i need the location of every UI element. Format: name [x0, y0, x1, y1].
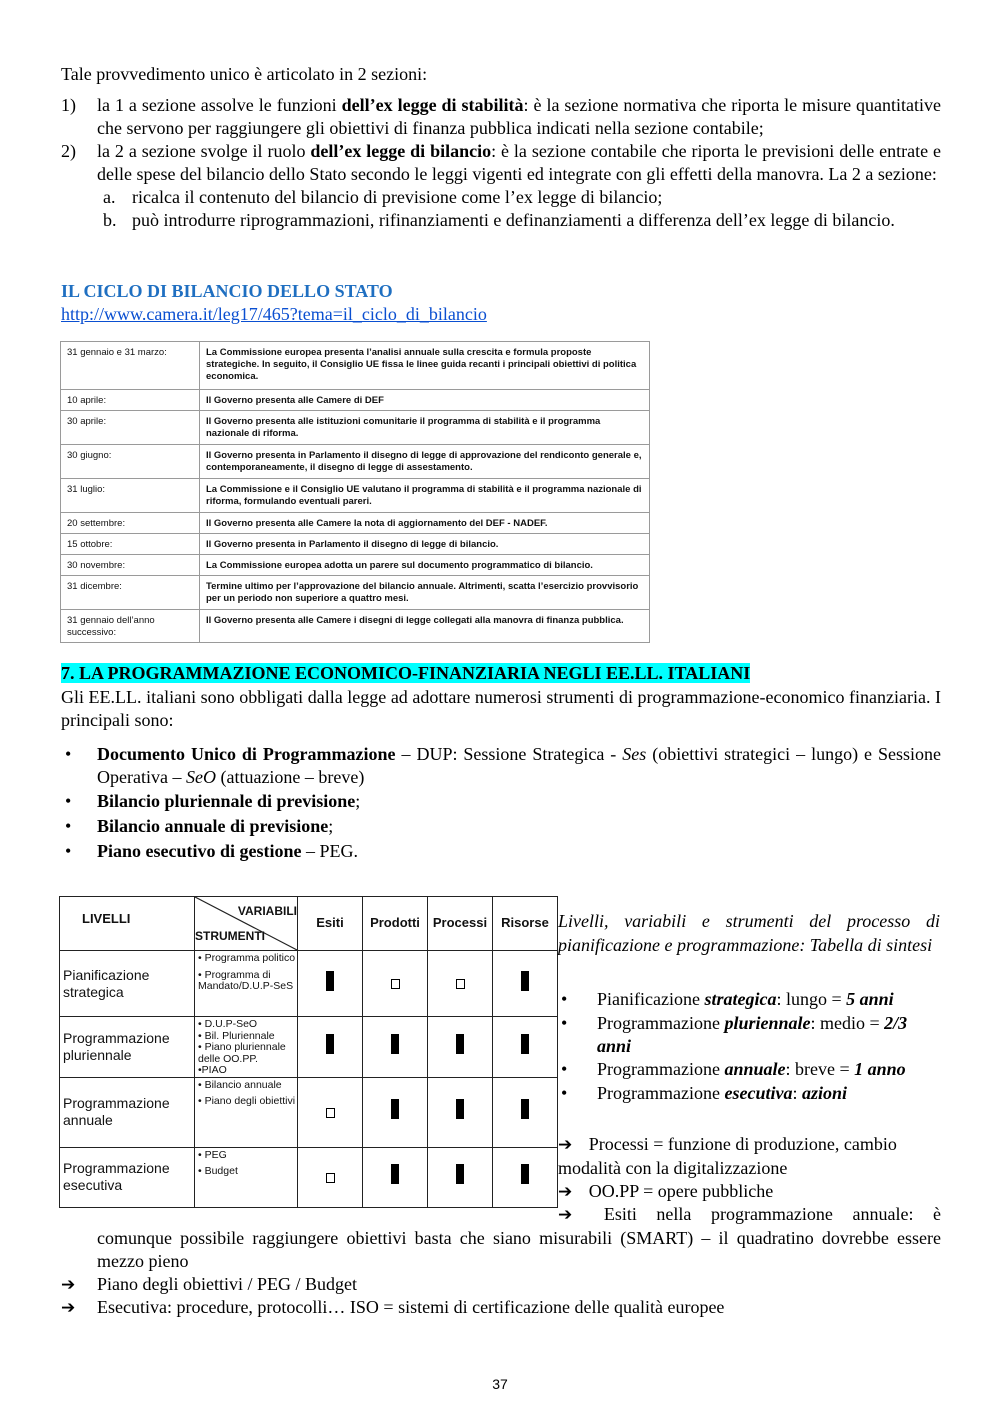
side-text: : — [792, 1083, 802, 1103]
side-value: 1 anno — [854, 1059, 906, 1079]
note-text: OO.PP = opere pubbliche — [588, 1181, 774, 1201]
filled-square-icon — [391, 1034, 399, 1054]
list-bold: dell’ex legge di stabilità — [341, 95, 524, 115]
list-bold: dell’ex legge di bilancio — [310, 141, 492, 161]
calendar-date: 31 gennaio e 31 marzo: — [61, 342, 200, 390]
col-header: Risorse — [493, 897, 558, 951]
list-item — [61, 815, 941, 838]
section7-title: 7. LA PROGRAMMAZIONE ECONOMICO-FINANZIARIA NEGLI EE.LL. ITALIANI — [61, 663, 751, 683]
bullet-icon: • — [65, 816, 72, 836]
mark-cell — [493, 1147, 558, 1207]
bullet-text: ; — [355, 791, 361, 811]
side-text: Pianificazione — [597, 989, 705, 1009]
mark-cell — [428, 951, 493, 1017]
livello-cell: Programmazione annuale — [60, 1077, 195, 1147]
filled-square-icon — [391, 1099, 399, 1119]
filled-square-icon — [456, 1164, 464, 1184]
livello-cell: Programmazione pluriennale — [60, 1017, 195, 1078]
table-caption: Livelli, variabili e strumenti del processo di pianificazione e programmazione: Tabella di sintesi — [558, 911, 940, 955]
sublist-item — [61, 186, 941, 209]
strumenti-cell — [195, 1077, 298, 1147]
header-variabili-strumenti — [195, 897, 298, 951]
list-text: la 1 a sezione assolve le funzioni — [97, 95, 342, 115]
calendar-event: Il Governo presenta alle Camere la nota di aggiornamento del DEF - NADEF. — [200, 513, 650, 534]
empty-square-icon — [326, 1173, 335, 1183]
empty-square-icon — [391, 979, 400, 989]
side-text: Programmazione — [597, 1083, 725, 1103]
col-header: Processi — [428, 897, 493, 951]
strumenti-cell — [195, 1017, 298, 1078]
calendar-event: La Commissione europea presenta l’analisi annuale sulla crescita e formula proposte strategiche. In seguito, il Consiglio UE fissa le linee guida recanti i principali obiettivi di politica economica. — [200, 342, 650, 390]
calendar-row — [61, 610, 650, 643]
bullet-icon: • — [561, 1083, 568, 1103]
mark-cell — [493, 1017, 558, 1078]
note-text: Esiti nella programmazione annuale: è comunque possibile raggiungere obiettivi basta che siano misurabili (SMART) – il quadratino dovrebbe essere mezzo pieno — [97, 1204, 942, 1271]
side-text: Programmazione — [597, 1059, 725, 1079]
note-item — [558, 1180, 940, 1204]
note-text: Esecutiva: procedure, protocolli… ISO = sistemi di certificazione delle qualità europee — [97, 1297, 725, 1317]
side-text: Programmazione — [597, 1013, 725, 1033]
list-number: 1) — [61, 95, 76, 115]
filled-square-icon — [521, 1164, 529, 1184]
strumento-item: • Budget — [198, 1165, 238, 1177]
strumento-item: • Piano pluriennale delle OO.PP. — [198, 1041, 286, 1065]
livello-cell: Programmazione esecutiva — [60, 1147, 195, 1207]
calendar-event: Il Governo presenta in Parlamento il disegno di legge di approvazione del rendiconto generale e, contemporaneamente, il disegno di legge di assestamento. — [200, 445, 650, 479]
strumento-item: • Piano degli obiettivi — [198, 1095, 296, 1107]
note-item — [61, 1273, 941, 1297]
header-livelli: LIVELLI — [60, 897, 195, 951]
levels-table — [59, 896, 558, 1208]
arrow-right-icon: ➔ — [558, 1205, 573, 1225]
arrow-right-icon: ➔ — [558, 1182, 573, 1202]
calendar-row — [61, 534, 650, 555]
col-header: Prodotti — [363, 897, 428, 951]
calendar-row — [61, 555, 650, 576]
ciclo-title: IL CICLO DI BILANCIO DELLO STATO — [61, 281, 393, 301]
calendar-date: 30 giugno: — [61, 445, 200, 479]
bullet-icon: • — [65, 841, 72, 861]
list-text: : è la sezione contabile che riporta le previsioni delle entrate e delle spese del bilancio dello Stato secondo le leggi vigenti ed integrate con gli effetti della manovra. La 2 a sezione: — [97, 141, 941, 184]
bullet-list — [61, 743, 941, 863]
bullet-bold: Bilancio pluriennale di previsione — [97, 791, 356, 811]
header-strumenti: STRUMENTI — [195, 929, 265, 943]
filled-square-icon — [456, 1099, 464, 1119]
bullet-icon: • — [561, 989, 568, 1009]
list-item — [61, 790, 941, 813]
calendar-date: 31 dicembre: — [61, 576, 200, 610]
calendar-table — [60, 341, 650, 643]
mark-cell — [363, 1017, 428, 1078]
strumento-item: • PEG — [198, 1148, 227, 1161]
list-item — [61, 840, 941, 863]
calendar-row — [61, 411, 650, 445]
bullet-italic: Ses — [622, 744, 647, 764]
filled-square-icon — [456, 1034, 464, 1054]
note-item — [97, 1203, 941, 1273]
bullet-text: – PEG. — [301, 841, 359, 861]
note-item — [558, 1133, 940, 1180]
arrow-right-icon: ➔ — [61, 1298, 76, 1318]
side-term: pluriennale — [724, 1013, 811, 1033]
section7-intro: Gli EE.LL. italiani sono obbligati dalla legge ad adottare numerosi strumenti di programmazione-economico finanziaria. I principali sono: — [61, 687, 941, 730]
arrow-right-icon: ➔ — [61, 1275, 76, 1295]
bullet-bold: Documento Unico di Programmazione — [97, 744, 396, 764]
calendar-row — [61, 342, 650, 390]
mark-cell — [298, 1077, 363, 1147]
calendar-row — [61, 513, 650, 534]
bullet-icon: • — [65, 744, 72, 764]
mark-cell — [298, 1147, 363, 1207]
empty-square-icon — [326, 1108, 335, 1118]
calendar-date: 30 novembre: — [61, 555, 200, 576]
mark-cell — [298, 951, 363, 1017]
calendar-event: Il Governo presenta alle istituzioni comunitarie il programma di stabilità e il programma nazionale di riforma. — [200, 411, 650, 445]
calendar-row — [61, 445, 650, 479]
ciclo-link[interactable]: http://www.camera.it/leg17/465?tema=il_ciclo_di_bilancio — [61, 304, 487, 324]
filled-square-icon — [326, 971, 334, 991]
side-term: annuale — [724, 1059, 786, 1079]
mark-cell — [363, 1077, 428, 1147]
levels-row — [60, 1017, 558, 1078]
bullet-bold: Bilancio annuale di previsione — [97, 816, 329, 836]
bullet-icon: • — [561, 1059, 568, 1079]
calendar-date: 15 ottobre: — [61, 534, 200, 555]
filled-square-icon — [391, 1164, 399, 1184]
list-item — [61, 140, 941, 186]
side-bullet — [558, 988, 942, 1012]
calendar-event: La Commissione e il Consiglio UE valutano il programma di stabilità e il programma nazionale di riforma, formulando eventuali pareri. — [200, 479, 650, 513]
calendar-date: 31 gennaio dell’anno successivo: — [61, 610, 200, 643]
list-item — [61, 94, 941, 140]
filled-square-icon — [521, 1099, 529, 1119]
filled-square-icon — [521, 971, 529, 991]
strumento-item: • D.U.P-SeO — [198, 1018, 258, 1030]
numbered-list — [61, 94, 941, 232]
calendar-event: La Commissione europea adotta un parere sul documento programmatico di bilancio. — [200, 555, 650, 576]
calendar-row — [61, 479, 650, 513]
list-text: la 2 a sezione svolge il ruolo — [97, 141, 311, 161]
bullet-text: ; — [328, 816, 334, 836]
side-value: 2/3 anni — [597, 1013, 908, 1056]
mark-cell — [428, 1017, 493, 1078]
sublist-letter: b. — [103, 210, 117, 230]
calendar-date: 30 aprile: — [61, 411, 200, 445]
side-value: azioni — [801, 1083, 847, 1103]
calendar-row — [61, 390, 650, 411]
sublist-item — [61, 209, 941, 232]
bullet-bold: Piano esecutivo di gestione — [97, 841, 302, 861]
calendar-event: Il Governo presenta alle Camere i disegni di legge collegati alla manovra di finanza pubblica. — [200, 610, 650, 643]
bullet-text: – DUP: Sessione Strategica - — [395, 744, 623, 764]
list-number: 2) — [61, 141, 76, 161]
calendar-event: Il Governo presenta alle Camere di DEF — [200, 390, 650, 411]
mark-cell — [363, 1147, 428, 1207]
calendar-date: 20 settembre: — [61, 513, 200, 534]
bullet-text: (attuazione – breve) — [215, 767, 365, 787]
calendar-date: 10 aprile: — [61, 390, 200, 411]
sublist-letter: a. — [103, 187, 116, 207]
mark-cell — [428, 1077, 493, 1147]
side-bullets — [558, 988, 942, 1106]
side-bullet — [558, 1012, 942, 1058]
mark-cell — [428, 1147, 493, 1207]
page-number: 37 — [492, 1376, 508, 1392]
calendar-event: Il Governo presenta in Parlamento il disegno di legge di bilancio. — [200, 534, 650, 555]
calendar-row — [61, 576, 650, 610]
empty-square-icon — [456, 979, 465, 989]
levels-row — [60, 1147, 558, 1207]
list-item — [61, 743, 941, 789]
strumento-item: • Programma politico — [198, 952, 296, 964]
strumento-item: • Bilancio annuale — [198, 1078, 282, 1091]
note-item — [61, 1296, 941, 1320]
levels-row — [60, 1077, 558, 1147]
list-text: : è la sezione normativa che riporta le misure quantitative che servono per raggiungere gli obiettivi di finanza pubblica indicati nella sezione contabile; — [97, 95, 942, 138]
levels-row — [60, 951, 558, 1017]
sublist-text: può introdurre riprogrammazioni, rifinanziamenti e definanziamenti a differenza dell’ex legge di bilancio. — [132, 210, 895, 230]
col-header: Esiti — [298, 897, 363, 951]
calendar-date: 31 luglio: — [61, 479, 200, 513]
livello-cell: Pianificazione strategica — [60, 951, 195, 1017]
header-variabili: VARIABILI — [237, 904, 297, 918]
mark-cell — [363, 951, 428, 1017]
mark-cell — [298, 1017, 363, 1078]
side-bullet — [558, 1058, 942, 1082]
bullet-icon: • — [561, 1013, 568, 1033]
mark-cell — [493, 1077, 558, 1147]
strumento-item: • Programma di Mandato/D.U.P-SeS — [198, 968, 294, 992]
side-text: : lungo = — [776, 989, 847, 1009]
bullet-text: (obiettivi strategici – lungo) e Sessione Operativa – — [97, 744, 941, 787]
arrow-right-icon: ➔ — [558, 1135, 573, 1155]
note-text: Processi = funzione di produzione, cambio modalità con la digitalizzazione — [558, 1134, 897, 1178]
intro-text: Tale provvedimento unico è articolato in 2 sezioni: — [61, 64, 428, 84]
strumento-item: • Bil. Pluriennale — [198, 1029, 275, 1042]
side-value: 5 anni — [846, 989, 894, 1009]
sublist-text: ricalca il contenuto del bilancio di previsione come l’ex legge di bilancio; — [132, 187, 663, 207]
side-bullet — [558, 1082, 942, 1106]
bullet-icon: • — [65, 791, 72, 811]
strumenti-cell — [195, 951, 298, 1017]
note-text: Piano degli obiettivi / PEG / Budget — [97, 1274, 357, 1294]
side-text: : breve = — [785, 1059, 855, 1079]
side-term: strategica — [704, 989, 777, 1009]
filled-square-icon — [521, 1034, 529, 1054]
mark-cell — [493, 951, 558, 1017]
bullet-italic: SeO — [185, 767, 216, 787]
strumenti-cell — [195, 1147, 298, 1207]
filled-square-icon — [326, 1034, 334, 1054]
side-text: : medio = — [810, 1013, 885, 1033]
side-term: esecutiva — [724, 1083, 793, 1103]
strumento-item: •PIAO — [198, 1064, 227, 1076]
calendar-event: Termine ultimo per l’approvazione del bilancio annuale. Altrimenti, scatta l’esercizio provvisorio per un periodo non superiore a quattro mesi. — [200, 576, 650, 610]
